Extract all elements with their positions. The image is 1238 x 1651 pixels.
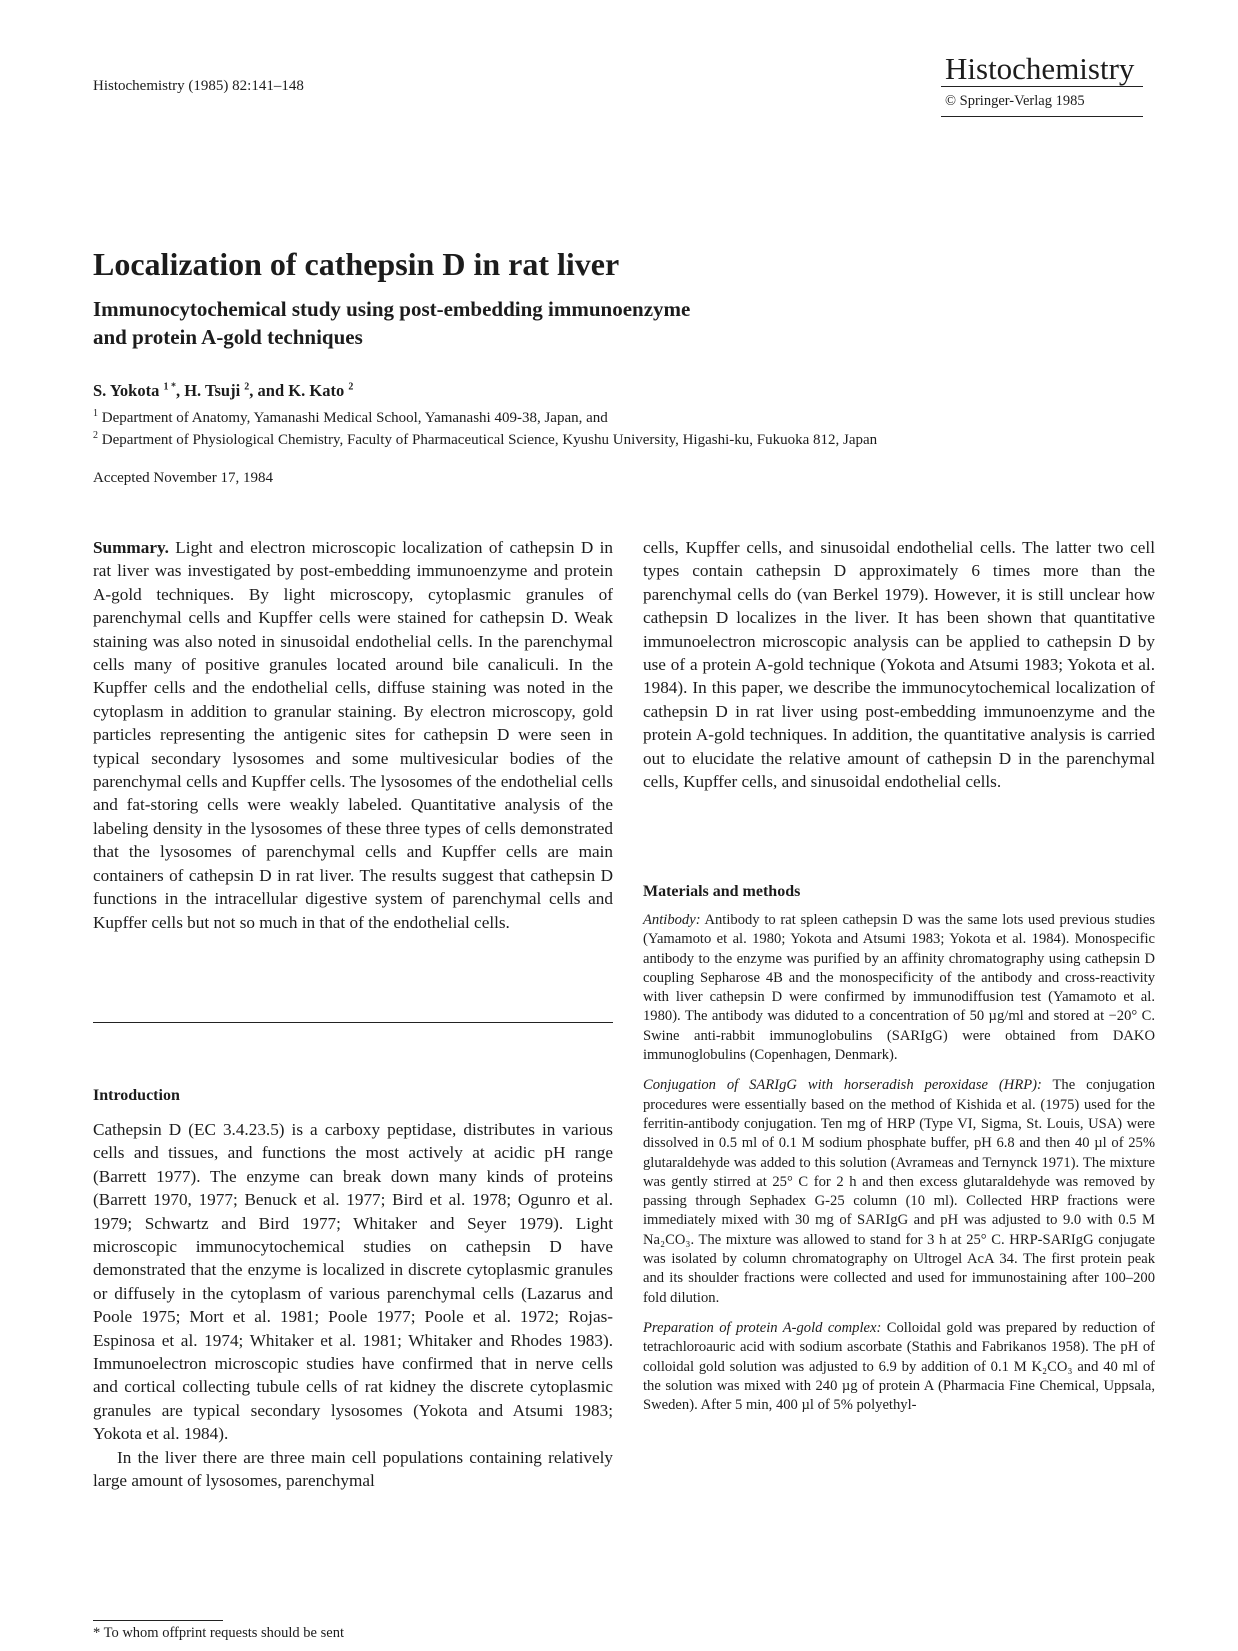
author-affiliation-mark: 1 *	[163, 381, 176, 393]
affiliation	[93, 430, 877, 449]
introduction-paragraph: cells, Kupffer cells, and sinusoidal endothelial cells. The latter two cell types contain cathepsin D approximately 6 times more than the parenchymal cells do (van Berkel 1979). However, it is still unclear how cathepsin D localizes in the liver. It has been shown that quantitative immunoelectron microscopic analysis can be applied to cathepsin D by use of a protein A-gold technique (Yokota and Atsumi 1983; Yokota et al. 1984). In this paper, we describe the immunocytochemical localization of cathepsin D in rat liver using post-embedding immunoenzyme and the protein A-gold techniques. In addition, the quantitative analysis is carried out to elucidate the relative amount of cathepsin D in the parenchymal cells, Kupffer cells, and sinusoidal endothelial cells.	[643, 538, 1155, 792]
affiliation-text: Department of Anatomy, Yamanashi Medical School, Yamanashi 409-38, Japan, and	[101, 410, 608, 426]
section-divider	[93, 1022, 613, 1023]
summary-label: Summary.	[93, 538, 169, 557]
methods-subheading: Antibody:	[643, 912, 701, 928]
article-subtitle	[93, 295, 993, 351]
affiliation-mark: 2	[93, 430, 98, 441]
introduction-continued	[643, 536, 1155, 793]
publisher-copyright: © Springer-Verlag 1985	[941, 87, 1143, 117]
introduction-paragraph: Cathepsin D (EC 3.4.23.5) is a carboxy peptidase, distributes in various cells and tissues, and functions the most actively at acidic pH range (Barrett 1977). The enzyme can break down many kinds of proteins (Barrett 1970, 1977; Benuck et al. 1977; Bird et al. 1978; Ogunro et al. 1979; Schwartz and Bird 1977; Whitaker and Seyer 1979). Light microscopic immunocytochemical studies on cathepsin D have demonstrated that the enzyme is localized in discrete cytoplasmic granules or diffusely in the cytoplasm of various parenchymal cells (Lazarus and Poole 1975; Mort et al. 1981; Poole 1977; Poole et al. 1972; Rojas-Espinosa et al. 1974; Whitaker et al. 1981; Whitaker and Rhodes 1983). Immunoelectron microscopic studies have confirmed that in nerve cells and cortical collecting tubule cells of rat kidney the discrete cytoplasmic granules are typical secondary lysosomes (Yokota and Atsumi 1983; Yokota et al. 1984).	[93, 1120, 613, 1444]
subtitle-line-1: Immunocytochemical study using post-embedding immunoenzyme	[93, 297, 691, 321]
affiliation-mark: 1	[93, 408, 98, 419]
introduction-paragraph: In the liver there are three main cell populations containing relatively large amount of lysosomes, parenchymal	[93, 1447, 613, 1491]
author-name: H. Tsuji	[184, 381, 241, 400]
methods-body	[643, 911, 1155, 1426]
introduction-body	[93, 1118, 613, 1493]
methods-subheading: Preparation of protein A-gold complex:	[643, 1319, 882, 1336]
journal-citation: Histochemistry (1985) 82:141–148	[93, 78, 304, 94]
introduction-heading: Introduction	[93, 1087, 180, 1104]
methods-paragraph: Preparation of protein A-gold complex: Colloidal gold was prepared by reduction of tetrachloroauric acid with sodium ascorbate (Stathis and Fabrikanos 1958). The pH of colloidal gold solution was adjusted to 6.9 by addition of 0.1 M K₂CO₃ and 40 ml of the solution was mixed with 240 µg of protein A (Pharmacia Fine Chemical, Uppsala, Sweden). After 5 min, 400 µl of 5% polyethyl-	[643, 1319, 1155, 1414]
journal-masthead	[941, 52, 1143, 117]
footnote-divider	[93, 1620, 223, 1621]
methods-subheading: Conjugation of SARIgG with horseradish peroxidase (HRP):	[643, 1077, 1042, 1094]
author-name: S. Yokota	[93, 381, 160, 400]
accepted-date: Accepted November 17, 1984	[93, 470, 273, 486]
affiliation-text: Department of Physiological Chemistry, Faculty of Pharmaceutical Science, Kyushu University, Higashi-ku, Fukuoka 812, Japan	[101, 432, 878, 448]
author-name: K. Kato	[288, 381, 345, 400]
methods-paragraph: Antibody: Antibody to rat spleen cathepsin D was the same lots used previous studies (Yamamoto et al. 1980; Yokota and Atsumi 1983; Yokota et al. 1984). Monospecific antibody to the enzyme was purified by an affinity chromatography using cathepsin D coupling Sepharose 4B and the monospecificity of the antibody and cross-reactivity with liver cathepsin D were confirmed by immunodiffusion test (Yamamoto et al. 1980). The antibody was diduted to a concentration of 50 µg/ml and stored at −20° C. Swine anti-rabbit immunoglobulins (SARIgG) were obtained from DAKO immunoglobulins (Copenhagen, Denmark).	[643, 912, 1155, 1064]
footnote: * To whom offprint requests should be sent	[93, 1625, 344, 1641]
methods-paragraph: Conjugation of SARIgG with horseradish peroxidase (HRP): The conjugation procedures were essentially based on the method of Kishida et al. (1975) used for the ferritin-antibody conjugation. Ten mg of HRP (Type VI, Sigma, St. Louis, USA) were dissolved in 0.5 ml of 0.1 M sodium phosphate buffer, pH 6.8 and then 40 µl of 25% glutaraldehyde was added to this solution (Avrameas and Ternynck 1971). The mixture was gently stirred at 25° C for 2 h and then excess glutaraldehyde was removed by passing through Sephadex G-25 column (10 ml). Collected HRP fractions were immediately mixed with 30 mg of SARIgG and pH was adjusted to 9.0 with 0.5 M Na₂CO₃. The mixture was allowed to stand for 3 h at 25° C. HRP-SARIgG conjugate was isolated by column chromatography on Ultrogel AcA 34. The first protein peak and its shoulder fractions were collected and used for immunostaining after 100–200 fold dilution.	[643, 1077, 1156, 1306]
author-separator: , and	[249, 381, 289, 400]
methods-heading: Materials and methods	[643, 883, 801, 900]
summary-text: Light and electron microscopic localization of cathepsin D in rat liver was investigated by post-embedding immunoenzyme and protein A-gold techniques. By light microscopy, cytoplasmic granules of parenchymal cells and Kupffer cells were stained for cathepsin D. Weak staining was also noted in sinusoidal endothelial cells. In the parenchymal cells many of positive granules located around bile canaliculi. In the Kupffer cells and the endothelial cells, diffuse staining was noted in the cytoplasm in addition to granular staining. By electron microscopy, gold particles representing the antigenic sites for cathepsin D were seen in typical secondary lysosomes and some multivesicular bodies of the parenchymal cells and Kupffer cells. The lysosomes of the endothelial cells and fat-storing cells were weakly labeled. Quantitative analysis of the labeling density in the lysosomes of these three types of cells demonstrated that the lysosomes of parenchymal cells and Kupffer cells are main containers of cathepsin D in rat liver. The results suggest that cathepsin D functions in the intracellular digestive system of parenchymal cells and Kupffer cells but not so much in that of the endothelial cells.	[93, 538, 613, 932]
author-list	[93, 381, 353, 401]
author-separator: ,	[175, 381, 185, 400]
summary-section	[93, 536, 613, 934]
author-affiliation-mark: 2	[244, 381, 250, 393]
journal-name: Histochemistry	[941, 52, 1143, 87]
subtitle-line-2: and protein A-gold techniques	[93, 325, 363, 349]
author-affiliation-mark: 2	[348, 381, 354, 393]
affiliation	[93, 408, 608, 427]
article-title: Localization of cathepsin D in rat liver	[93, 246, 620, 282]
